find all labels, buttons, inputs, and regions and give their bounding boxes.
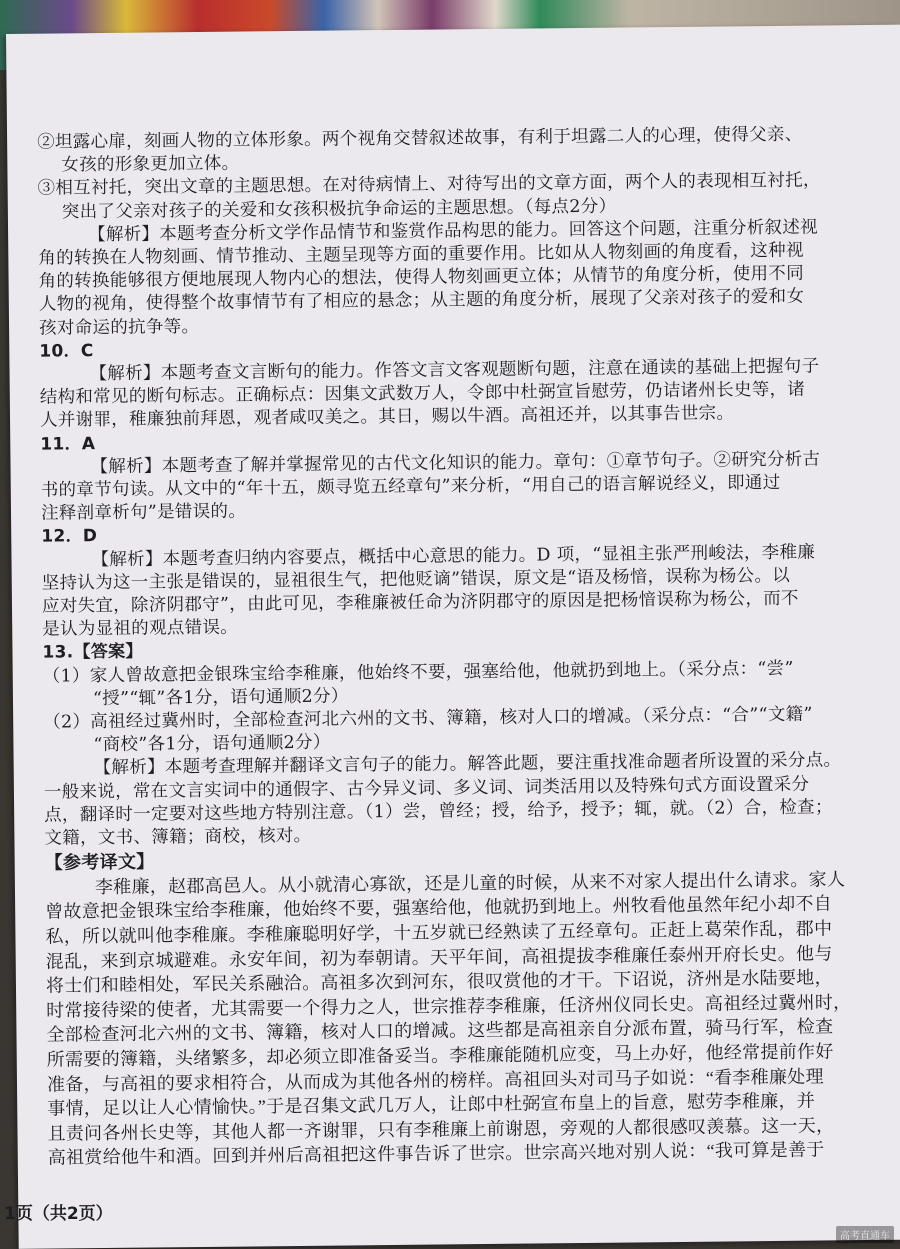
analysis-line: 注释剖章析句”是错误的。: [40, 501, 247, 524]
text-line: ②坦露心扉，刻画人物的立体形象。两个视角交替叙述故事，有利于坦露二人的心理，使得父亲、: [37, 124, 803, 153]
analysis-line: 【解析】本题考查归纳内容要点，概括中心意思的能力。D 项，“显祖主张严刑峻法，李稚廉: [91, 542, 816, 570]
reference-translation-block: [45, 842, 888, 1170]
answer-line: （2）高祖经过冀州时，全部检查河北六州的文书、簿籍，核对人口的增减。（采分点：“合”“文籍”: [43, 704, 813, 733]
translation-line: 曾故意把金银珠宝给李稚廉，他始终不要，强塞给他，他就扔到地上。州牧看他虽然年纪小却不自: [45, 893, 833, 923]
translation-line: 私，所以就叫他李稚廉。李稚廉聪明好学，十五岁就已经熟读了五经章句。正赶上葛荣作乱，郡中: [45, 918, 833, 947]
text-line: 突出了父亲对孩子的关爱和女孩积极抗争命运的主题思想。（每点2分）: [61, 196, 617, 223]
question-number: 11．A: [40, 433, 96, 455]
answer-13-block: [42, 633, 884, 851]
analysis-line: 文籍，文书、簿籍；商校，核对。: [44, 825, 312, 849]
analysis-line: 书的章节句读。从文中的“年十五，颇寻览五经章句”来分析，“用自己的语言解说经义，即通过: [40, 472, 781, 501]
text-line: ③相互衬托，突出文章的主题思想。在对待病情上、对待写出的文章方面，两个人的表现相互衬托，: [37, 170, 821, 200]
analysis-line: 【解析】本题考查分析文学作品情节和鉴赏作品构思的能力。回答这个问题，注重分析叙述视: [88, 217, 818, 245]
translation-line: 时常接待梁的使者，尤其需要一个得力之人，世宗推荐李稚廉，任济州仪同长史。高祖经过冀州时，: [46, 992, 852, 1021]
analysis-line: 【解析】本题考查文言断句的能力。作答文言文客观题断句题，注意在通读的基础上把握句子: [89, 356, 820, 385]
answer-9-block: [37, 123, 879, 341]
analysis-line: 坚持认为这一主张是错误的，显祖很生气，把他贬谪”错误，原文是“语及杨愔，误称为杨公。以: [41, 565, 791, 594]
analysis-line: 孩对命运的抗争等。: [38, 316, 200, 339]
analysis-line: 结构和常见的断句标志。正确标点：因集文武数万人，令郎中杜弼宣旨慰劳，仍诘诸州长史等，诸: [39, 379, 806, 408]
analysis-line: 是认为显祖的观点错误。: [42, 617, 239, 640]
translation-line: 所需要的簿籍，头绪繁多，却必须立即准备妥当。李稚廉能随机应变，马上办好，他经常提前作好: [46, 1041, 834, 1070]
question-number: 10．C: [39, 340, 94, 362]
analysis-line: 一般来说，常在文言实词中的通假字、古今异义词、多义词、词类活用以及特殊句式方面设置采分: [43, 774, 810, 803]
analysis-line: 人物的视角，使得整个故事情节有了相应的悬念；从主题的角度分析，展现了父亲对孩子的爱和女: [38, 287, 805, 316]
translation-line: 全部检查河北六州的文书、簿籍，核对人口的增减。这些都是高祖亲自分派布置，骑马行军，检查: [46, 1016, 834, 1046]
translation-line: 且责问各州长史等，其他人都一齐谢罪，只有李稚廉上前谢恩，旁观的人都很感叹羡慕。这一天，: [47, 1115, 835, 1144]
analysis-line: 人并谢罪，稚廉独前拜恩，观者咸叹美之。其日，赐以牛酒。高祖还并，以其事告世宗。: [39, 403, 735, 432]
translation-line: 事情，足以让人心情愉快。”于是召集文武几万人，让郎中杜弼宣布皇上的旨意，慰劳李稚廉，并: [47, 1090, 816, 1119]
analysis-line: 角的转换能够很方便地展现人物内心的想法，使得人物刻画更立体；从情节的角度分析，使用不同: [38, 263, 805, 292]
analysis-line: 【解析】本题考查了解并掌握常见的古代文化知识的能力。章句：①章节句子。②研究分析古: [90, 449, 821, 477]
answer-line: “商校”各1分，语句通顺2分）: [93, 732, 331, 756]
answer-12-block: [41, 517, 882, 642]
translation-line: 准备，与高祖的要求相符合，从而成为其他各州的榜样。高祖回头对司马子如说：“看李稚廉处理: [46, 1066, 824, 1095]
answer-sheet-page: [6, 25, 900, 1249]
translation-line: 混乱，来到京城避难。永安年间，初为奉朝请。天平年间，高祖提拔李稚廉任泰州开府长史。他与: [45, 943, 833, 972]
answer-line: “授”“辄”各1分，语句通顺2分）: [92, 686, 349, 710]
page-footer: 1页（共2页）: [4, 1204, 113, 1224]
page-content: [37, 123, 888, 1171]
translation-line: 李稚廉，赵郡高邑人。从小就清心寡欲，还是儿童的时候，从来不对家人提出什么请求。家人: [94, 869, 846, 898]
translation-line: 高祖赏给他牛和酒。回到并州后高祖把这件事告诉了世宗。世宗高兴地对别人说：“我可算是善于: [47, 1139, 825, 1169]
watermark-logo: 高考直通车: [836, 1226, 894, 1243]
translation-line: 将士们和睦相处，军民关系融洽。高祖多次到河东，很叹赏他的才干。下诏说，济州是水陆要地，: [45, 967, 833, 996]
analysis-line: 应对失宜，除济阴郡守”，由此可见，李稚廉被任命为济阴郡守的原因是把杨愔误称为杨公，而不: [41, 588, 799, 617]
section-heading: 【参考译文】: [44, 851, 155, 873]
analysis-line: 角的转换在人物刻画、情节推动、主题呈现等方面的重要作用。比如从人物刻画的角度看，这种视: [38, 240, 804, 269]
answer-line: （1）家人曾故意把金银珠宝给李稚廉，他始终不要，强塞给他，他就扔到地上。（采分点：“尝”: [42, 658, 794, 687]
text-line: 女孩的形象更加立体。: [61, 153, 240, 176]
question-number: 12．D: [41, 526, 98, 548]
answer-11-block: [40, 425, 881, 527]
analysis-line: 点，翻译时一定要对这些地方特别注意。（1）尝，曾经；授，给予，授予；辄，就。（2）合，检查；: [44, 797, 833, 826]
answer-10-block: [39, 332, 880, 434]
analysis-line: 【解析】本题考查理解并翻译文言句子的能力。解答此题，要注重找准命题者所设置的采分点。: [93, 750, 842, 779]
question-number: 13.【答案】: [42, 642, 143, 664]
